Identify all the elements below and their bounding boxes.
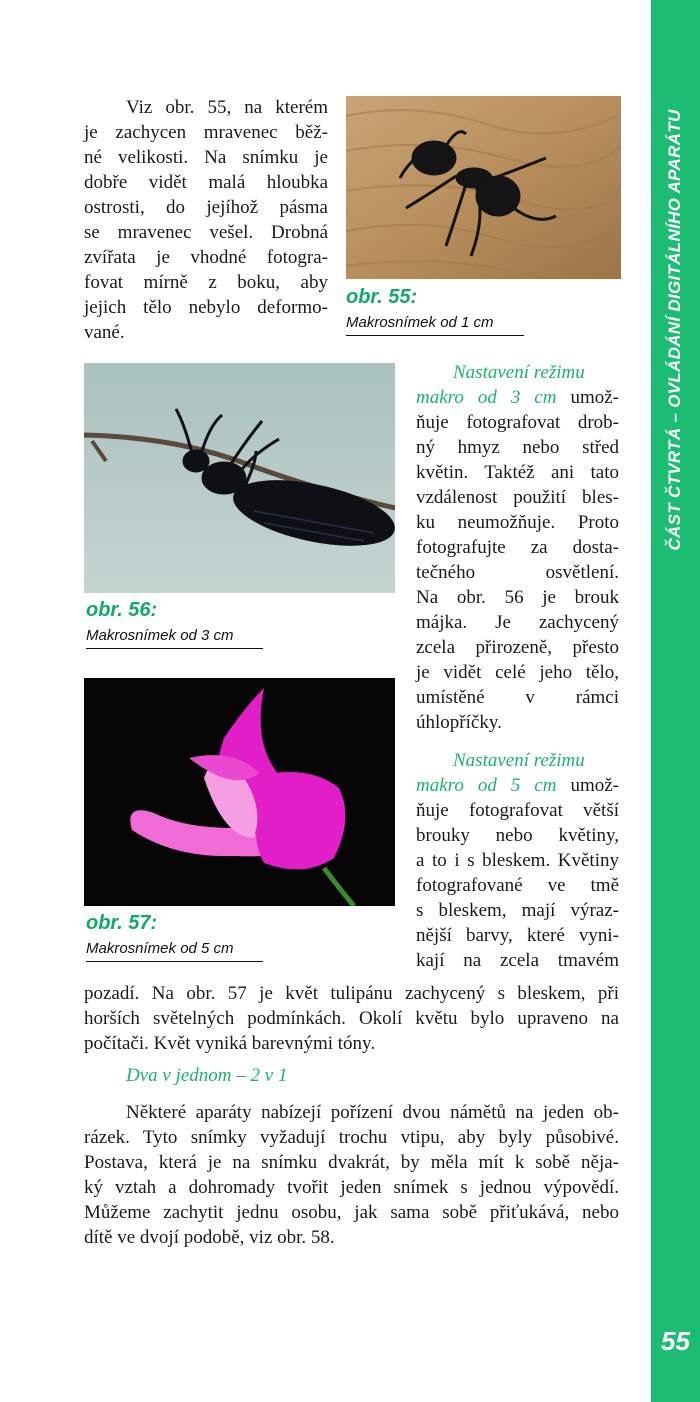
figure-caption: Makrosnímek od 3 cm bbox=[86, 627, 263, 649]
text-line: se mravenec vešel. Drobná bbox=[84, 222, 328, 243]
macro-5cm-continuation bbox=[84, 981, 619, 1056]
text-line: fovat mírně z boku, aby bbox=[84, 272, 328, 293]
text-line: ku neumožňuje. Proto bbox=[416, 512, 619, 533]
ant-photo bbox=[346, 96, 621, 279]
two-in-one-paragraph bbox=[84, 1100, 619, 1250]
text-line: fotografované ve tmě bbox=[416, 875, 619, 896]
text-line: vané. bbox=[84, 322, 125, 343]
text-line: ný hmyz nebo střed bbox=[416, 437, 619, 458]
page-number: 55 bbox=[661, 1326, 690, 1356]
text-line: Viz obr. 55, na kterém bbox=[126, 97, 328, 118]
macro-3cm-heading: Nastavení režimu bbox=[453, 362, 585, 383]
text-line: umož- bbox=[556, 387, 619, 408]
text-line: umístěné v rámci bbox=[416, 687, 619, 708]
text-line: pozadí. Na obr. 57 je květ tulipánu zachycený s bleskem, při bbox=[84, 983, 619, 1004]
text-line: kají na zcela tmavém bbox=[416, 950, 619, 971]
chapter-title: ČÁST ČTVRTÁ – OVLÁDÁNÍ DIGITÁLNÍHO APARÁTU bbox=[665, 109, 684, 551]
text-line: Postava, která je na snímku dvakrát, by měla mít k sobě něja- bbox=[84, 1152, 619, 1173]
text-line: dobře vidět malá hloubka bbox=[84, 172, 328, 193]
text-line: úhlopříčky. bbox=[416, 712, 502, 733]
text-line: je vidět celé jeho tělo, bbox=[416, 662, 619, 683]
beetle-photo bbox=[84, 363, 395, 593]
text-line: rázek. Tyto snímky vyžadují trochu vtipu, aby byly působivé. bbox=[84, 1127, 619, 1148]
text-line: zcela přirozeně, přesto bbox=[416, 637, 619, 658]
text-line: ňuje fotografovat větší bbox=[416, 800, 619, 821]
macro-3cm-heading: makro od 3 cm bbox=[416, 387, 557, 408]
text-line: brouky nebo květiny, bbox=[416, 825, 619, 846]
figure-label: obr. 57: bbox=[86, 912, 158, 934]
text-line: tečného osvětlení. bbox=[416, 562, 619, 583]
text-line: nější barvy, které vyni- bbox=[416, 925, 619, 946]
text-line: s bleskem, mají výraz- bbox=[416, 900, 619, 921]
macro-5cm-heading: makro od 5 cm bbox=[416, 775, 557, 796]
macro-3cm-paragraph bbox=[416, 360, 619, 735]
text-line: jejich tělo nebylo deformo- bbox=[84, 297, 328, 318]
text-line: vzdálenost použití bles- bbox=[416, 487, 619, 508]
macro-5cm-paragraph bbox=[416, 748, 619, 973]
text-line: Můžeme zachytit jednu osobu, jak sama sobě přiťukává, nebo bbox=[84, 1202, 619, 1223]
figure-caption: Makrosnímek od 5 cm bbox=[86, 940, 263, 962]
figure-label: obr. 56: bbox=[86, 599, 158, 621]
text-line: ňuje fotografovat drob- bbox=[416, 412, 619, 433]
figure-caption: Makrosnímek od 1 cm bbox=[346, 314, 524, 336]
text-line: Některé aparáty nabízejí pořízení dvou námětů na jeden ob- bbox=[126, 1102, 619, 1123]
text-line: počítači. Květ vyniká barevnými tóny. bbox=[84, 1033, 376, 1054]
text-line: dítě ve dvojí podobě, viz obr. 58. bbox=[84, 1227, 335, 1248]
text-line: umož- bbox=[556, 775, 619, 796]
text-line: květin. Taktéž ani tato bbox=[416, 462, 619, 483]
text-line: zvířata je vhodné fotogra- bbox=[84, 247, 328, 268]
tulip-photo bbox=[84, 678, 395, 906]
text-line: né velikosti. Na snímku je bbox=[84, 147, 328, 168]
text-line: Na obr. 56 je brouk bbox=[416, 587, 619, 608]
text-line: ostrosti, do jejíhož pásma bbox=[84, 197, 328, 218]
text-line: májka. Je zachycený bbox=[416, 612, 619, 633]
macro-5cm-heading: Nastavení režimu bbox=[453, 750, 585, 771]
text-line: horších světelných podmínkách. Okolí květu bylo upraveno na bbox=[84, 1008, 619, 1029]
text-line: ký vztah a dohromady tvořit jeden snímek s jednou výpovědí. bbox=[84, 1177, 619, 1198]
text-line: je zachycen mravenec běž- bbox=[84, 122, 328, 143]
text-line: fotografujte za dosta- bbox=[416, 537, 619, 558]
text-line: a to i s bleskem. Květiny bbox=[416, 850, 619, 871]
intro-paragraph bbox=[84, 95, 328, 345]
figure-label: obr. 55: bbox=[346, 286, 418, 308]
section-heading: Dva v jednom – 2 v 1 bbox=[126, 1065, 288, 1086]
